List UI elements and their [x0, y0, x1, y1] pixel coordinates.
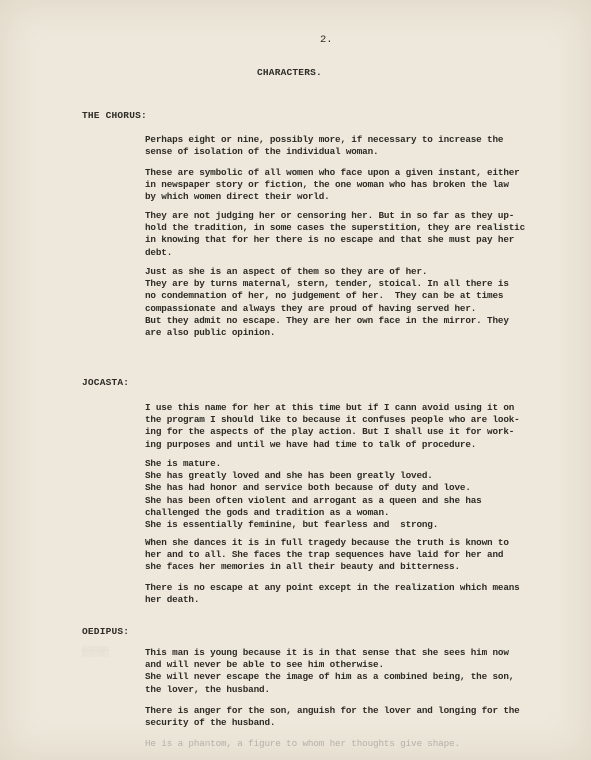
section-heading-oedipus: OEDIPUS: [82, 626, 130, 637]
jocasta-paragraph-3: When she dances it is in full tragedy because the truth is known to her and to all. She faces the trap sequences have laid for her and she faces her memories in all their beauty and bitterness. [145, 537, 509, 573]
oedipus-paragraph-1: This man is young because it is in that sense that she sees him now and will never be able to see him otherwise. She will never escape the image of him as a combined being, the son, the lover, the husband. [145, 647, 515, 695]
document-title: CHARACTERS. [257, 67, 322, 78]
jocasta-paragraph-1: I use this name for her at this time but if I cann avoid using it on the program I should like to because it confuses people who are look- ing for the aspects of the play action. But I shall use it for work- ing purposes and until we have had time to talk of procedure. [145, 402, 520, 450]
chorus-paragraph-3: They are not judging her or censoring her. But in so far as they up- hold the tradition, in some cases the superstition, they are realistic in knowing that for her there is no escape and that she must pay her debt. [145, 210, 526, 258]
oedipus-paragraph-3: He is a phantom, a figure to whom her thoughts give shape. [145, 738, 460, 749]
faded-margin-mark: ░░░░░ [82, 647, 110, 657]
jocasta-paragraph-4: There is no escape at any point except in the realization which means her death. [145, 582, 520, 606]
section-heading-chorus: THE CHORUS: [82, 110, 147, 121]
chorus-paragraph-4: Just as she is an aspect of them so they are of her. They are by turns maternal, stern, tender, stoical. In all there is no condemnation of her, no judgement of her. They can be at times compassionate and always they are proud of having served her. But they admit no escape. They are her own face in the mirror. They are also public opinion. [145, 266, 509, 339]
oedipus-paragraph-2: There is anger for the son, anguish for the lover and longing for the security of the husband. [145, 705, 520, 729]
chorus-paragraph-2: These are symbolic of all women who face upon a given instant, either in newspaper story or fiction, the one woman who has broken the law by which women direct their world. [145, 167, 520, 203]
jocasta-paragraph-2: She is mature. She has greatly loved and she has been greatly loved. She has had honor and service both because of duty and love. She has been often violent and arrogant as a queen and she has challenged the gods and tradition as a woman. She is essentially feminine, but fearless and strong. [145, 458, 482, 531]
chorus-paragraph-1: Perhaps eight or nine, possibly more, if necessary to increase the sense of isolation of the individual woman. [145, 134, 504, 158]
section-heading-jocasta: JOCASTA: [82, 377, 130, 388]
page-number: 2. [320, 34, 333, 46]
